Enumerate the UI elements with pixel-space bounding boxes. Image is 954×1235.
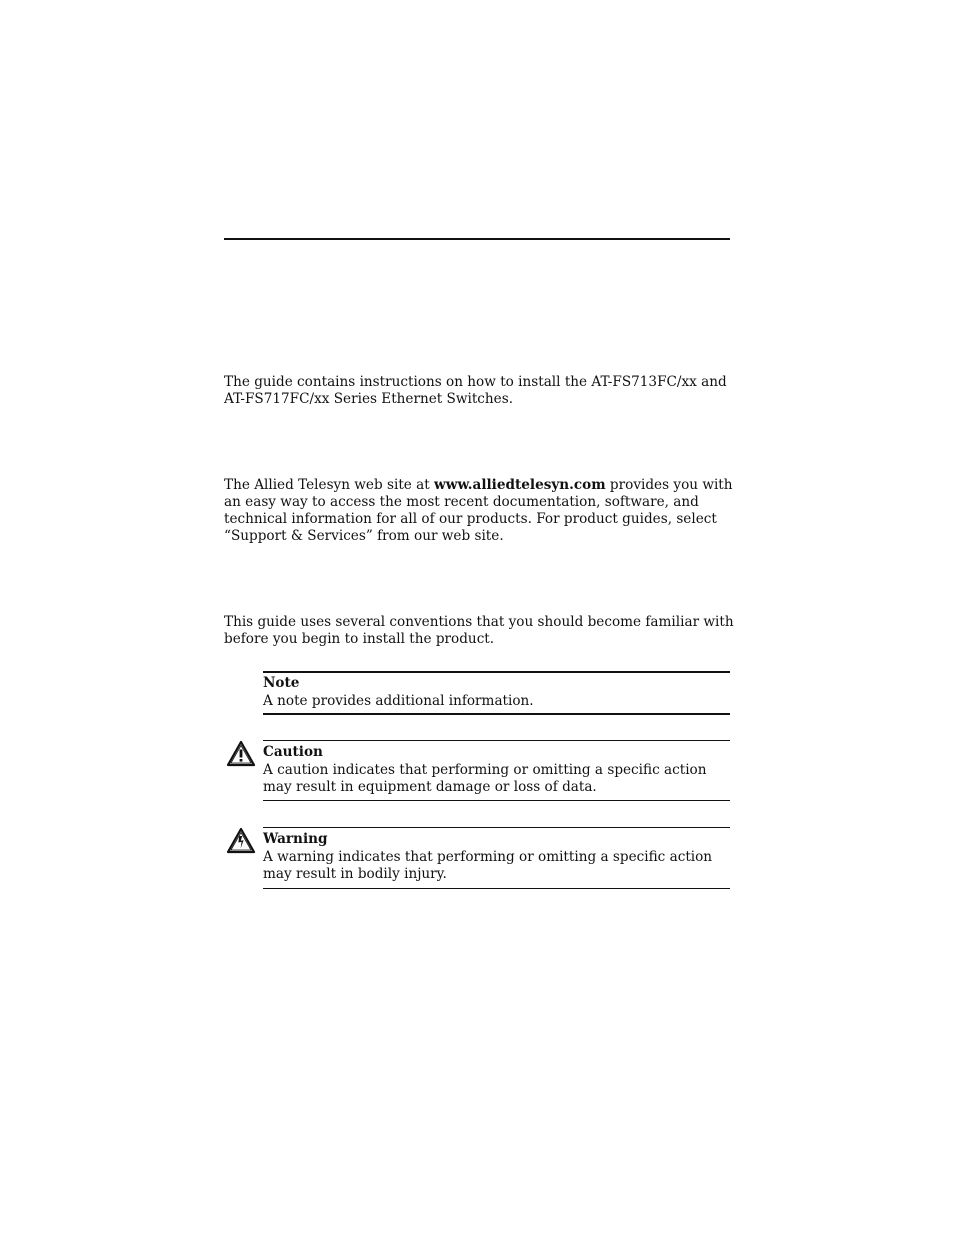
website-text-after: provides you with an easy way to access the most recent documentation, software, and technical information for all of our products. For product guides, select “Support & Services” from our web site.	[224, 477, 733, 544]
caution-box	[263, 744, 730, 796]
website-paragraph	[224, 477, 734, 545]
warning-box	[263, 831, 730, 883]
conventions-paragraph: This guide uses several conventions that you should become familiar with before you begin to install the product.	[224, 614, 734, 647]
caution-top-rule	[263, 740, 730, 741]
website-url[interactable]: www.alliedtelesyn.com	[434, 477, 606, 493]
note-box	[263, 675, 730, 710]
note-bottom-rule	[263, 713, 730, 715]
caution-bottom-rule	[263, 800, 730, 801]
warning-title: Warning	[263, 831, 328, 847]
intro-paragraph: The guide contains instructions on how to install the AT-FS713FC/xx and AT-FS717FC/xx Series Ethernet Switches.	[224, 374, 727, 407]
warning-top-rule	[263, 827, 730, 828]
note-top-rule	[263, 671, 730, 673]
warning-bottom-rule	[263, 888, 730, 889]
top-rule	[224, 238, 730, 240]
note-body: A note provides additional information.	[263, 693, 534, 709]
note-title: Note	[263, 675, 300, 691]
caution-exclamation-triangle-icon	[226, 740, 256, 768]
caution-title: Caution	[263, 744, 323, 760]
website-text-before: The Allied Telesyn web site at	[224, 477, 435, 493]
caution-body: A caution indicates that performing or omitting a specific action may result in equipment damage or loss of data.	[263, 762, 707, 795]
warning-lightning-triangle-icon	[226, 827, 256, 855]
warning-body: A warning indicates that performing or omitting a specific action may result in bodily injury.	[263, 849, 713, 882]
